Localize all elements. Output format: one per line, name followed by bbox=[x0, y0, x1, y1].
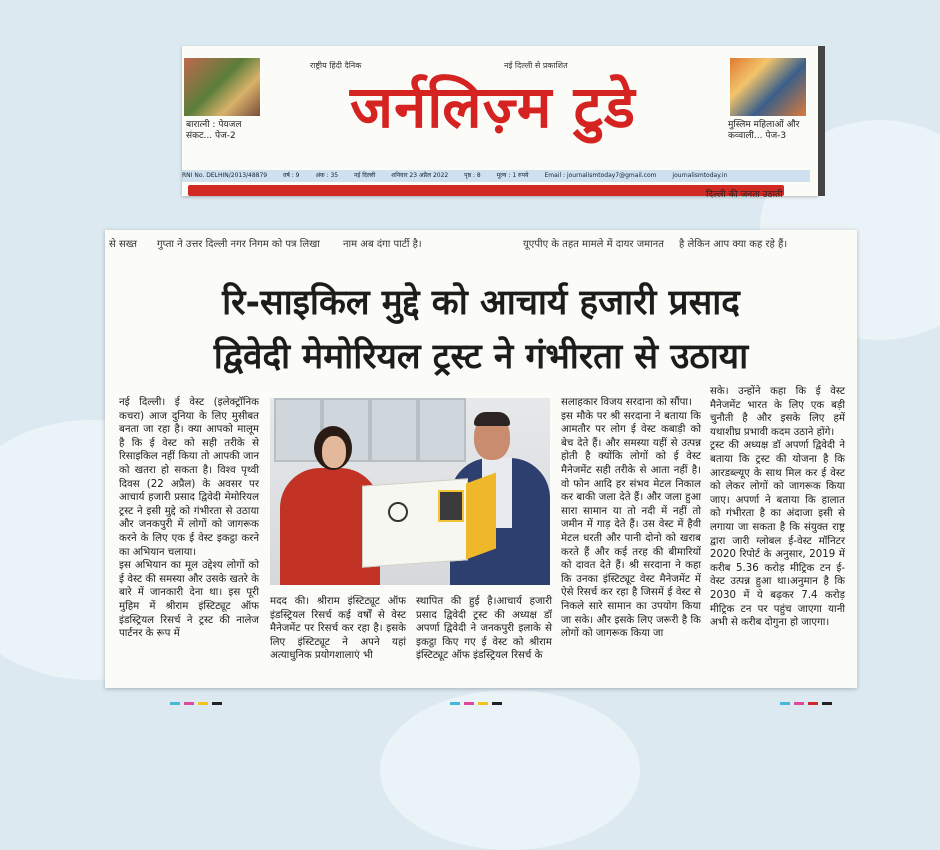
bg-decoration bbox=[380, 690, 640, 850]
article-column-4: सके। उन्होंने कहा कि ई वेस्ट मैनेजमेंट भारत के लिए एक बड़ी चुनौती है और इसके लिए हमें यथाशीघ्र प्रभावी कदम उठाने होंगे। ट्रस्ट की अध्यक्ष डॉ अपर्णा द्विवेदी ने बताया कि ट्रस्ट की योजना है कि आरडब्ल्यूए के साथ मिल कर ई वेस्ट को लेकर लोगों को जागरूक किया जाए। अपर्णा ने बताया कि हालात को गंभीरता है का अंदाजा इसी से लगाया जा सकता है कि संयुक्त राष्ट्र द्वारा जारी ग्लोबल ई-वेस्ट मॉनिटर 2020 रिपोर्ट के अनुसार, 2019 में करीब 5.36 करोड़ मीट्रिक टन ई-वेस्ट उत्पन्न हुआ था।अनुमान है कि 2030 में ये बढ़कर 7.4 करोड़ मीट्रिक टन पर पहुंच जाएगा यानी अभी से करीब दोगुना हो जाएगा। bbox=[710, 386, 845, 629]
top-strip: से सख्त गुप्ता ने उत्तर दिल्ली नगर निगम को पत्र लिखा नाम अब दंगा पार्टी है। यूएपीए के तहत मामले में दायर जमानत है लेकिन आप क्या कह रहे हैं। bbox=[109, 239, 788, 250]
masthead-side-snippet: दिल्ली की जनता उठाती bbox=[706, 190, 783, 200]
color-strip bbox=[450, 690, 506, 694]
color-strip bbox=[170, 690, 226, 694]
color-strip bbox=[780, 690, 836, 694]
masthead-right-caption: मुस्लिम महिलाओं और कव्वाली... पेज-3 bbox=[728, 120, 800, 141]
masthead-tagline-right: नई दिल्ली से प्रकाशित bbox=[504, 61, 568, 70]
masthead-right-photo bbox=[730, 58, 806, 116]
masthead-infobar: RNI No. DELHIN/2013/48879 वर्ष : 9 अंक : 35 नई दिल्ली शनिवार 23 अप्रैल 2022 पृष्ठ : 8 मूल्य : 1 रुपये Email : journalismtoday7@gmail.com journalismtoday.in bbox=[182, 170, 810, 182]
article-column-3-bottom: स्थापित की हुई है।आचार्य हजारी प्रसाद द्विवेदी ट्रस्ट की अध्यक्ष डॉ अपर्णा द्विवेदी ने जनकपुरी इलाके से इकट्ठा किए गए ई वेस्ट को श्रीराम इंस्टिट्यूट ऑफ इंडस्ट्रियल रिसर्च के bbox=[416, 596, 552, 662]
masthead-left-caption: बारात्नी : पेयजल संकट... पेज-2 bbox=[186, 120, 242, 141]
article-column-3: सलाहकार विजय सरदाना को सौंपा। इस मौके पर श्री सरदाना ने बताया कि आमतौर पर लोग ई वेस्ट कबाड़ी को बेच देते हैं। और समस्या यहीं से उत्पन्न होती है क्योंकि लोगों को ई वेस्ट मैनेजमेंट सही तरीके से आता नहीं है। वो फोन आदि हर संभव मेटल निकाल कर बाकी जला देते हैं। और जला हुआ सारा सामान या तो नदी में नहीं तो जमीन में गाड़ देते हैं। उस वेस्ट में हैवी मेटल धरती और पानी दोनो को खराब करते हैं और कई तरह की बीमारियों को दावत देते हैं। श्री सरदाना ने कहा कि उनका इंस्टिट्यूट वेस्ट मैनेजमेंट में ऐसे रिसर्च कर रहा है जिसमें ई वेस्ट से निकले सारे सामान का उपयोग किया जा सके। और इसके लिए जरूरी है कि लोगों को जागरूक किया जा bbox=[561, 397, 701, 640]
masthead-edge bbox=[818, 46, 825, 196]
masthead-left-photo bbox=[184, 58, 260, 116]
article-clipping bbox=[105, 230, 857, 688]
article-column-1: नई दिल्ली। ई वेस्ट (इलेक्ट्रॉनिक कचरा) आज दुनिया के लिए मुसीबत बनता जा रहा है। क्या आपको मालूम है कि ई वेस्ट को सही तरीके से रिसाइकिल नहीं किया तो आपकी जान को खतरा हो सकता है। विश्व पृथ्वी दिवस (22 अप्रैल) के अवसर पर आचार्य हजारी प्रसाद द्विवेदी मेमोरियल ट्रस्ट ने इसी मुद्दे को गंभीरता से उठाया और जनकपुरी में लोगों को जागरूक करने के लिए एक ई वेस्ट इकट्ठा करने का अभियान चलाया। इस अभियान का मूल उद्देश्य लोगों को ई वेस्ट की समस्या और उसके खतरे के बारे में जानकारी देना था। इस पूरी मुहिम में श्रीराम इंस्टिट्यूट ऑफ इंडस्ट्रियल रिसर्च ने ट्रस्ट की नालेज पार्टनर के रूप में bbox=[119, 397, 259, 640]
article-headline: रि-साइकिल मुद्दे को आचार्य हजारी प्रसाद द्विवेदी मेमोरियल ट्रस्ट ने गंभीरता से उठाया bbox=[213, 283, 749, 377]
article-photo bbox=[270, 398, 550, 585]
newspaper-logo: जर्नलिज़्म टुडे bbox=[350, 73, 636, 141]
masthead-red-bar bbox=[188, 185, 784, 196]
article-column-2: मदद की। श्रीराम इंस्टिट्यूट ऑफ इंडस्ट्रियल रिसर्च कई वर्षों से वेस्ट मैनेजमेंट पर रिसर्च कर रहा है। इसके लिए इंस्टिट्यूट ने अपने यहां अत्याधुनिक प्रयोगशालाएं भी bbox=[270, 596, 406, 662]
masthead-tagline: राष्ट्रीय हिंदी दैनिक bbox=[310, 61, 362, 70]
newspaper-masthead bbox=[182, 46, 818, 196]
